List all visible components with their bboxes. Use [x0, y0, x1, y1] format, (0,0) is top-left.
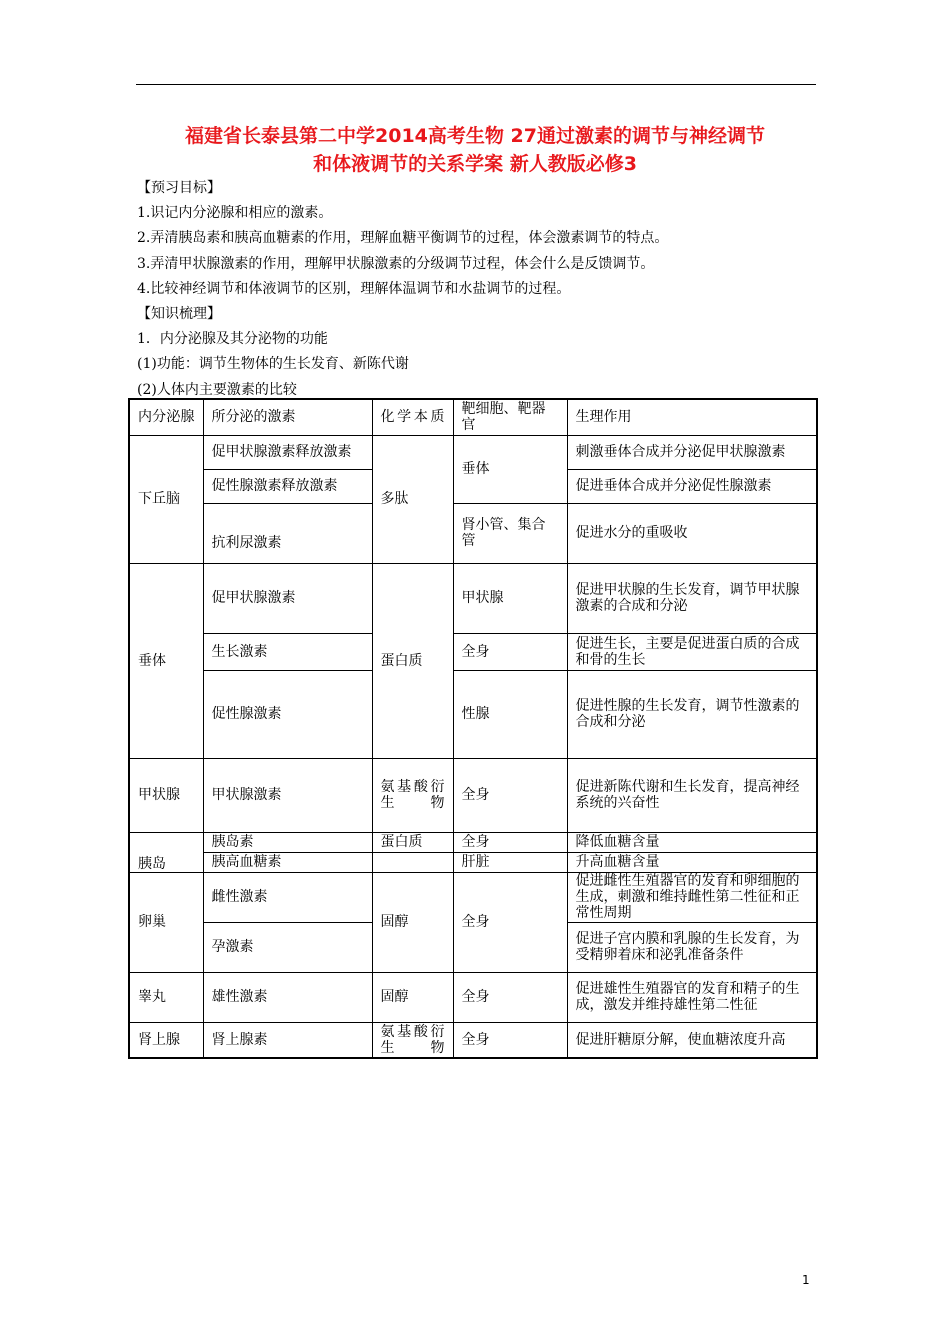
cell-target: 肾小管、集合管 [453, 503, 567, 563]
preview-heading: 【预习目标】 [137, 180, 221, 196]
cell-hormone: 甲状腺激素 [203, 758, 372, 832]
cell-function: 促进子宫内膜和乳腺的生长发育，为受精卵着床和泌乳准备条件 [567, 922, 817, 972]
cell-nature: 固醇 [372, 972, 453, 1022]
cell-target: 垂体 [453, 435, 567, 503]
cell-function: 促进肝糖原分解，使血糖浓度升高 [567, 1022, 817, 1058]
cell-nature: 蛋白质 [372, 832, 453, 852]
cell-target: 甲状腺 [453, 563, 567, 633]
cell-function: 促进水分的重吸收 [567, 503, 817, 563]
cell-hormone: 抗利尿激素 [203, 503, 372, 563]
cell-function: 刺激垂体合成并分泌促甲状腺激素 [567, 435, 817, 469]
table-row [129, 832, 817, 852]
cell-target: 肝脏 [453, 852, 567, 872]
table-row [129, 758, 817, 832]
section-heading: 1．内分泌腺及其分泌物的功能 [137, 331, 328, 348]
cell-function: 促进生长，主要是促进蛋白质的合成和骨的生长 [567, 633, 817, 670]
preview-item: 3.弄清甲状腺激素的作用，理解甲状腺激素的分级调节过程，体会什么是反馈调节。 [137, 255, 655, 272]
page-number: 1 [802, 1273, 810, 1287]
cell-gland: 胰岛 [129, 832, 203, 872]
subsection-text: (1)功能：调节生物体的生长发育、新陈代谢 [137, 356, 409, 373]
cell-nature: 多肽 [372, 435, 453, 563]
cell-function: 升高血糖含量 [567, 852, 817, 872]
preview-item: 4.比较神经调节和体液调节的区别，理解体温调节和水盐调节的过程。 [137, 280, 571, 297]
cell-nature: 氨基酸衍生物 [372, 758, 453, 832]
table-row [129, 670, 817, 758]
cell-target: 全身 [453, 1022, 567, 1058]
cell-hormone: 促甲状腺激素释放激素 [203, 435, 372, 469]
title-line-2: 和体液调节的关系学案 新人教版必修3 [313, 153, 637, 175]
header-function: 生理作用 [567, 399, 817, 435]
cell-function: 促进垂体合成并分泌促性腺激素 [567, 469, 817, 503]
cell-gland: 肾上腺 [129, 1022, 203, 1058]
header-gland: 内分泌腺 [129, 399, 203, 435]
cell-target: 全身 [453, 872, 567, 972]
table-row [129, 563, 817, 633]
cell-function: 促进新陈代谢和生长发育，提高神经系统的兴奋性 [567, 758, 817, 832]
cell-gland: 下丘脑 [129, 435, 203, 563]
table-row [129, 852, 817, 872]
cell-nature: 蛋白质 [372, 563, 453, 758]
table-row [129, 435, 817, 469]
table-header-row [129, 399, 817, 435]
knowledge-heading: 【知识梳理】 [137, 305, 221, 322]
cell-hormone: 生长激素 [203, 633, 372, 670]
cell-nature [372, 852, 453, 872]
cell-hormone: 肾上腺素 [203, 1022, 372, 1058]
cell-hormone: 孕激素 [203, 922, 372, 972]
cell-nature: 氨基酸衍生物 [372, 1022, 453, 1058]
title-line-1: 福建省长泰县第二中学2014高考生物 27通过激素的调节与神经调节 [185, 125, 765, 147]
cell-hormone: 雌性激素 [203, 872, 372, 922]
cell-function: 促进性腺的生长发育，调节性激素的合成和分泌 [567, 670, 817, 758]
cell-gland: 卵巢 [129, 872, 203, 972]
cell-target: 性腺 [453, 670, 567, 758]
cell-nature: 固醇 [372, 872, 453, 972]
intro-section [137, 176, 827, 403]
document-title [120, 122, 830, 178]
cell-gland: 垂体 [129, 563, 203, 758]
cell-hormone: 胰岛素 [203, 832, 372, 852]
cell-function: 促进雌性生殖器官的发育和卵细胞的生成，刺激和维持雌性第二性征和正常性周期 [567, 872, 817, 922]
cell-hormone: 促性腺激素 [203, 670, 372, 758]
table-row [129, 503, 817, 563]
subsection-text: (2)人体内主要激素的比较 [137, 381, 297, 398]
preview-item: 2.弄清胰岛素和胰高血糖素的作用，理解血糖平衡调节的过程，体会激素调节的特点。 [137, 230, 669, 247]
cell-hormone: 胰高血糖素 [203, 852, 372, 872]
cell-hormone: 促甲状腺激素 [203, 563, 372, 633]
cell-function: 促进甲状腺的生长发育，调节甲状腺激素的合成和分泌 [567, 563, 817, 633]
cell-gland: 睾丸 [129, 972, 203, 1022]
cell-target: 全身 [453, 633, 567, 670]
table-row [129, 633, 817, 670]
cell-function: 促进雄性生殖器官的发育和精子的生成，激发并维持雄性第二性征 [567, 972, 817, 1022]
header-nature: 化学本质 [372, 399, 453, 435]
table-row [129, 972, 817, 1022]
cell-hormone: 促性腺激素释放激素 [203, 469, 372, 503]
preview-item: 1.识记内分泌腺和相应的激素。 [137, 205, 333, 222]
cell-hormone: 雄性激素 [203, 972, 372, 1022]
cell-function: 降低血糖含量 [567, 832, 817, 852]
hormone-comparison-table [128, 398, 818, 1059]
cell-target: 全身 [453, 832, 567, 852]
header-rule [136, 84, 816, 85]
table-row [129, 872, 817, 922]
header-hormone: 所分泌的激素 [203, 399, 372, 435]
header-target: 靶细胞、靶器官 [453, 399, 567, 435]
cell-target: 全身 [453, 972, 567, 1022]
cell-target: 全身 [453, 758, 567, 832]
table-row [129, 1022, 817, 1058]
cell-gland: 甲状腺 [129, 758, 203, 832]
